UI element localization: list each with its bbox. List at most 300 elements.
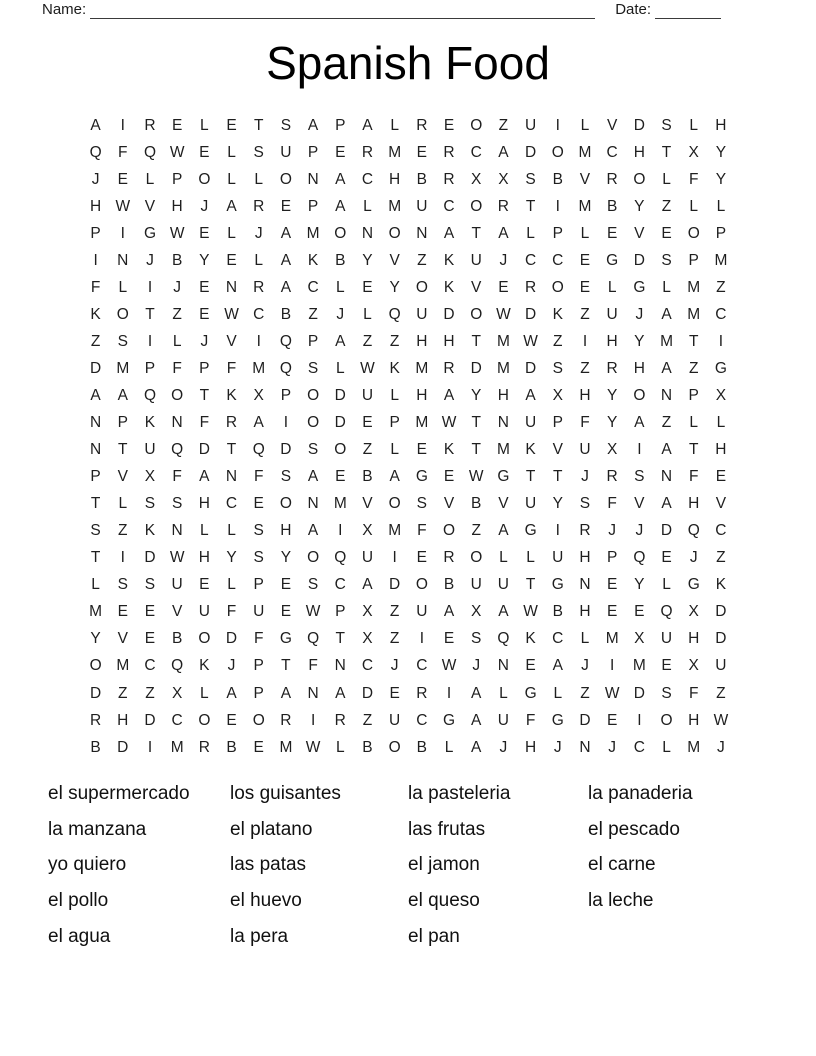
grid-cell: N	[497, 657, 509, 675]
grid-cell: X	[688, 657, 699, 675]
grid-cell: H	[524, 738, 537, 756]
grid-cell: M	[388, 197, 402, 215]
grid-cell: O	[307, 414, 320, 432]
grid-cell: T	[281, 657, 291, 675]
grid-cell: B	[471, 495, 482, 513]
grid-cell: K	[443, 278, 455, 296]
grid-cell: H	[198, 549, 210, 567]
grid-cell: E	[199, 278, 210, 296]
grid-cell: D	[660, 522, 673, 540]
grid-cell: W	[523, 332, 538, 350]
grid-cell: A	[443, 224, 455, 242]
grid-cell: H	[579, 549, 591, 567]
grid-cell: N	[225, 278, 238, 296]
grid-cell: X	[606, 441, 618, 459]
grid-cell: I	[256, 332, 261, 350]
grid-cell: C	[715, 305, 727, 323]
grid-cell: L	[499, 549, 508, 567]
grid-cell: O	[279, 495, 292, 513]
grid-cell: Q	[307, 630, 320, 648]
grid-cell: X	[471, 170, 482, 188]
grid-cell: T	[118, 441, 128, 459]
grid-cell: N	[497, 414, 509, 432]
grid-cell: B	[416, 738, 428, 756]
grid-cell: R	[443, 359, 455, 377]
grid-cell: I	[637, 711, 642, 729]
grid-cell: Z	[716, 684, 726, 702]
grid-cell: P	[253, 684, 264, 702]
grid-cell: J	[173, 278, 182, 296]
grid-cell: M	[116, 359, 130, 377]
grid-cell: D	[633, 684, 645, 702]
grid-cell: C	[416, 657, 428, 675]
grid-cell: P	[90, 468, 101, 486]
grid-cell: P	[307, 143, 319, 161]
grid-cell: A	[335, 197, 346, 215]
grid-cell: A	[525, 386, 536, 404]
grid-cell: V	[389, 251, 400, 269]
grid-cell: P	[280, 386, 292, 404]
grid-cell: B	[362, 468, 373, 486]
grid-cell: A	[90, 386, 101, 404]
grid-cell: S	[253, 549, 264, 567]
grid-cell: V	[579, 170, 591, 188]
grid-cell: C	[334, 576, 346, 594]
grid-cell: U	[524, 495, 537, 513]
grid-cell: Q	[388, 305, 401, 323]
grid-cell: Z	[362, 711, 373, 729]
grid-cell: D	[633, 116, 645, 134]
grid-cell: S	[471, 630, 482, 648]
grid-cell: P	[606, 549, 618, 567]
grid-cell: K	[307, 251, 319, 269]
grid-cell: E	[253, 738, 264, 756]
grid-cell: J	[608, 738, 617, 756]
grid-cell: M	[279, 738, 293, 756]
grid-cell: H	[579, 603, 591, 621]
grid-cell: S	[280, 468, 292, 486]
grid-cell: A	[362, 116, 373, 134]
grid-cell: U	[416, 197, 428, 215]
grid-cell: G	[524, 522, 537, 540]
grid-cell: W	[523, 603, 538, 621]
grid-cell: S	[661, 116, 672, 134]
word-item: las frutas	[408, 818, 486, 840]
grid-cell: Z	[580, 359, 590, 377]
grid-cell: S	[525, 170, 536, 188]
grid-cell: D	[524, 359, 537, 377]
grid-cell: K	[715, 576, 727, 594]
grid-cell: H	[89, 197, 102, 215]
grid-cell: W	[224, 305, 239, 323]
grid-cell: Q	[334, 549, 347, 567]
grid-cell: E	[226, 711, 237, 729]
grid-cell: E	[416, 549, 428, 567]
grid-cell: W	[169, 549, 185, 567]
grid-cell: Y	[634, 332, 645, 350]
grid-cell: B	[552, 170, 563, 188]
grid-cell: D	[361, 684, 374, 702]
grid-cell: R	[416, 116, 428, 134]
grid-cell: Z	[362, 441, 373, 459]
grid-cell: J	[499, 738, 508, 756]
grid-cell: B	[280, 305, 292, 323]
grid-cell: D	[715, 603, 727, 621]
grid-cell: H	[389, 170, 401, 188]
grid-cell: I	[147, 332, 153, 350]
grid-cell: Q	[633, 549, 646, 567]
grid-cell: R	[361, 143, 374, 161]
grid-row	[82, 301, 735, 328]
grid-cell: L	[689, 197, 699, 215]
grid-cell: V	[144, 197, 156, 215]
grid-cell: N	[334, 657, 346, 675]
grid-cell: I	[718, 332, 724, 350]
grid-cell: E	[416, 143, 428, 161]
grid-cell: P	[552, 414, 563, 432]
grid-cell: L	[118, 495, 128, 513]
grid-cell: D	[334, 414, 346, 432]
grid-cell: U	[198, 603, 210, 621]
grid-cell: A	[443, 603, 455, 621]
grid-cell: B	[552, 603, 563, 621]
grid-cell: G	[415, 468, 428, 486]
grid-cell: L	[607, 278, 617, 296]
grid-cell: E	[606, 711, 618, 729]
grid-cell: L	[390, 441, 399, 459]
grid-cell: V	[634, 224, 645, 242]
grid-cell: M	[578, 197, 592, 215]
grid-cell: T	[661, 143, 672, 161]
grid-cell: C	[552, 630, 564, 648]
grid-cell: O	[470, 197, 483, 215]
grid-cell: E	[199, 224, 210, 242]
grid-cell: I	[555, 116, 560, 134]
grid-cell: J	[472, 657, 481, 675]
grid-cell: T	[253, 116, 264, 134]
grid-cell: J	[553, 738, 562, 756]
grid-row	[82, 382, 735, 409]
grid-cell: M	[252, 359, 266, 377]
grid-cell: D	[334, 386, 346, 404]
grid-cell: L	[335, 359, 345, 377]
grid-row	[82, 626, 735, 653]
grid-cell: O	[388, 738, 401, 756]
grid-cell: G	[279, 630, 292, 648]
grid-cell: D	[524, 143, 537, 161]
grid-cell: Q	[279, 359, 292, 377]
grid-cell: J	[254, 224, 263, 242]
grid-cell: A	[280, 224, 292, 242]
grid-cell: C	[361, 170, 374, 188]
grid-cell: F	[118, 143, 128, 161]
grid-cell: D	[144, 549, 156, 567]
grid-cell: F	[172, 359, 182, 377]
grid-cell: D	[389, 576, 401, 594]
page-title: Spanish Food	[266, 37, 550, 89]
grid-cell: M	[687, 305, 701, 323]
grid-cell: E	[280, 197, 292, 215]
grid-cell: F	[688, 684, 699, 702]
grid-cell: V	[171, 603, 183, 621]
grid-cell: O	[633, 386, 646, 404]
grid-cell: E	[117, 170, 128, 188]
grid-cell: L	[91, 576, 100, 594]
grid-cell: O	[687, 224, 700, 242]
grid-cell: E	[498, 278, 509, 296]
grid-cell: M	[687, 278, 701, 296]
grid-cell: E	[199, 576, 210, 594]
word-bank-column	[230, 776, 408, 955]
grid-cell: Q	[660, 603, 673, 621]
grid-cell: Z	[389, 332, 400, 350]
grid-cell: J	[581, 468, 589, 486]
grid-cell: Y	[634, 197, 645, 215]
grid-row	[82, 112, 735, 139]
grid-cell: H	[715, 441, 727, 459]
grid-cell: O	[470, 116, 483, 134]
grid-cell: P	[90, 224, 101, 242]
grid-cell: O	[198, 630, 211, 648]
grid-cell: E	[171, 116, 183, 134]
grid-cell: O	[89, 657, 102, 675]
grid-cell: J	[390, 657, 399, 675]
word-bank-column	[588, 776, 766, 955]
grid-cell: H	[633, 143, 645, 161]
grid-cell: W	[305, 738, 321, 756]
grid-row	[82, 139, 735, 166]
grid-cell: I	[419, 630, 424, 648]
grid-cell: F	[688, 468, 699, 486]
grid-cell: C	[470, 143, 482, 161]
grid-cell: J	[689, 549, 698, 567]
grid-cell: A	[552, 657, 563, 675]
grid-cell: T	[199, 386, 210, 404]
grid-cell: P	[715, 224, 727, 242]
grid-cell: D	[633, 251, 645, 269]
grid-cell: K	[199, 657, 210, 675]
grid-cell: Z	[308, 305, 318, 323]
grid-cell: I	[610, 657, 615, 675]
grid-row	[82, 355, 735, 382]
grid-cell: I	[446, 684, 452, 702]
grid-cell: F	[308, 657, 318, 675]
word-item: el queso	[408, 890, 480, 912]
grid-cell: Y	[715, 143, 727, 161]
grid-cell: A	[335, 170, 346, 188]
grid-cell: E	[606, 603, 618, 621]
grid-cell: F	[607, 495, 617, 513]
grid-cell: U	[552, 549, 564, 567]
grid-cell: Z	[661, 197, 672, 215]
grid-cell: M	[388, 143, 402, 161]
grid-cell: J	[717, 738, 725, 756]
grid-cell: S	[634, 468, 645, 486]
grid-cell: Z	[688, 359, 699, 377]
grid-cell: L	[580, 116, 590, 134]
word-item: los guisantes	[230, 783, 341, 804]
grid-cell: B	[362, 738, 373, 756]
grid-cell: Z	[580, 305, 590, 323]
grid-cell: E	[226, 251, 237, 269]
grid-cell: N	[225, 468, 238, 486]
grid-cell: H	[688, 711, 700, 729]
word-item: el agua	[48, 925, 111, 947]
word-item: el platano	[230, 818, 313, 840]
grid-cell: X	[688, 143, 699, 161]
grid-cell: P	[335, 116, 346, 134]
grid-cell: I	[555, 197, 560, 215]
grid-cell: F	[90, 278, 101, 296]
grid-cell: M	[170, 738, 184, 756]
grid-cell: L	[662, 738, 671, 756]
grid-cell: U	[497, 576, 509, 594]
grid-cell: N	[89, 441, 102, 459]
grid-cell: Y	[552, 495, 563, 513]
grid-cell: L	[254, 251, 264, 269]
grid-cell: M	[415, 359, 429, 377]
grid-cell: I	[120, 224, 125, 242]
grid-cell: C	[552, 251, 564, 269]
grid-cell: B	[416, 170, 428, 188]
grid-cell: D	[280, 441, 292, 459]
grid-cell: U	[470, 251, 482, 269]
grid-cell: N	[117, 251, 129, 269]
grid-cell: P	[171, 170, 183, 188]
grid-cell: E	[117, 603, 128, 621]
grid-cell: U	[416, 603, 428, 621]
grid-cell: M	[605, 630, 619, 648]
grid-cell: W	[468, 468, 484, 486]
grid-cell: X	[362, 522, 373, 540]
grid-row	[82, 437, 735, 464]
word-bank-column	[48, 776, 230, 955]
grid-cell: G	[606, 251, 619, 269]
grid-cell: Y	[606, 414, 618, 432]
grid-cell: Q	[252, 441, 265, 459]
grid-cell: L	[716, 414, 726, 432]
grid-cell: O	[334, 224, 347, 242]
grid-cell: M	[714, 251, 728, 269]
grid-cell: U	[389, 711, 401, 729]
grid-cell: D	[225, 630, 238, 648]
grid-cell: V	[362, 495, 373, 513]
grid-cell: W	[713, 711, 729, 729]
grid-cell: W	[169, 143, 185, 161]
grid-cell: L	[526, 549, 535, 567]
grid-cell: G	[633, 278, 646, 296]
word-item: el huevo	[230, 890, 302, 912]
grid-cell: J	[200, 197, 209, 215]
grid-cell: A	[199, 468, 210, 486]
grid-cell: P	[688, 386, 699, 404]
grid-cell: W	[169, 224, 185, 242]
grid-cell: Q	[497, 630, 510, 648]
grid-cell: L	[227, 224, 236, 242]
grid-cell: G	[497, 468, 510, 486]
grid-cell: A	[335, 332, 346, 350]
grid-cell: S	[171, 495, 183, 513]
grid-cell: Y	[280, 549, 292, 567]
grid-cell: P	[253, 576, 264, 594]
grid-cell: Z	[172, 305, 182, 323]
grid-cell: S	[144, 495, 156, 513]
word-item: las patas	[230, 854, 307, 876]
grid-cell: G	[524, 684, 537, 702]
grid-cell: Z	[90, 332, 101, 350]
grid-cell: D	[89, 684, 102, 702]
grid-cell: S	[552, 359, 563, 377]
grid-cell: L	[580, 630, 590, 648]
grid-cell: B	[171, 251, 183, 269]
grid-cell: A	[498, 224, 509, 242]
grid-cell: A	[661, 359, 672, 377]
grid-cell: Z	[471, 522, 481, 540]
grid-cell: V	[443, 495, 455, 513]
grid-cell: L	[390, 386, 399, 404]
grid-cell: M	[415, 414, 429, 432]
grid-cell: E	[199, 143, 210, 161]
grid-cell: Z	[553, 332, 563, 350]
grid-cell: M	[578, 143, 592, 161]
grid-cell: A	[253, 414, 264, 432]
grid-cell: S	[253, 143, 264, 161]
grid-cell: P	[199, 359, 210, 377]
grid-cell: A	[471, 711, 482, 729]
grid-row	[82, 491, 735, 518]
grid-cell: U	[470, 576, 482, 594]
grid-cell: U	[579, 441, 591, 459]
grid-cell: S	[90, 522, 101, 540]
grid-cell: W	[115, 197, 131, 215]
grid-cell: K	[525, 441, 536, 459]
grid-cell: L	[363, 305, 372, 323]
grid-cell: E	[226, 116, 237, 134]
grid-cell: X	[144, 468, 156, 486]
grid-cell: Y	[715, 170, 727, 188]
grid-cell: J	[227, 657, 236, 675]
word-item: el carne	[588, 854, 656, 876]
grid-cell: G	[551, 576, 564, 594]
grid-row	[82, 518, 735, 545]
grid-row	[82, 599, 735, 626]
grid-cell: Z	[716, 278, 726, 296]
grid-cell: Z	[145, 684, 155, 702]
word-bank-column	[408, 776, 588, 955]
grid-cell: E	[634, 603, 645, 621]
grid-cell: C	[361, 657, 374, 675]
grid-cell: E	[606, 224, 618, 242]
grid-cell: E	[144, 630, 156, 648]
grid-cell: T	[688, 332, 699, 350]
grid-cell: U	[361, 549, 374, 567]
grid-cell: L	[689, 116, 699, 134]
grid-cell: R	[253, 278, 265, 296]
grid-row	[82, 274, 735, 301]
grid-cell: H	[633, 359, 645, 377]
grid-cell: L	[444, 738, 454, 756]
grid-cell: O	[633, 170, 646, 188]
grid-cell: E	[389, 684, 400, 702]
grid-cell: D	[579, 711, 591, 729]
grid-cell: O	[307, 549, 320, 567]
grid-cell: K	[144, 414, 156, 432]
grid-cell: R	[579, 522, 591, 540]
grid-cell: V	[552, 441, 563, 459]
word-item: yo quiero	[48, 854, 127, 876]
grid-cell: V	[117, 468, 128, 486]
grid-cell: X	[171, 684, 183, 702]
